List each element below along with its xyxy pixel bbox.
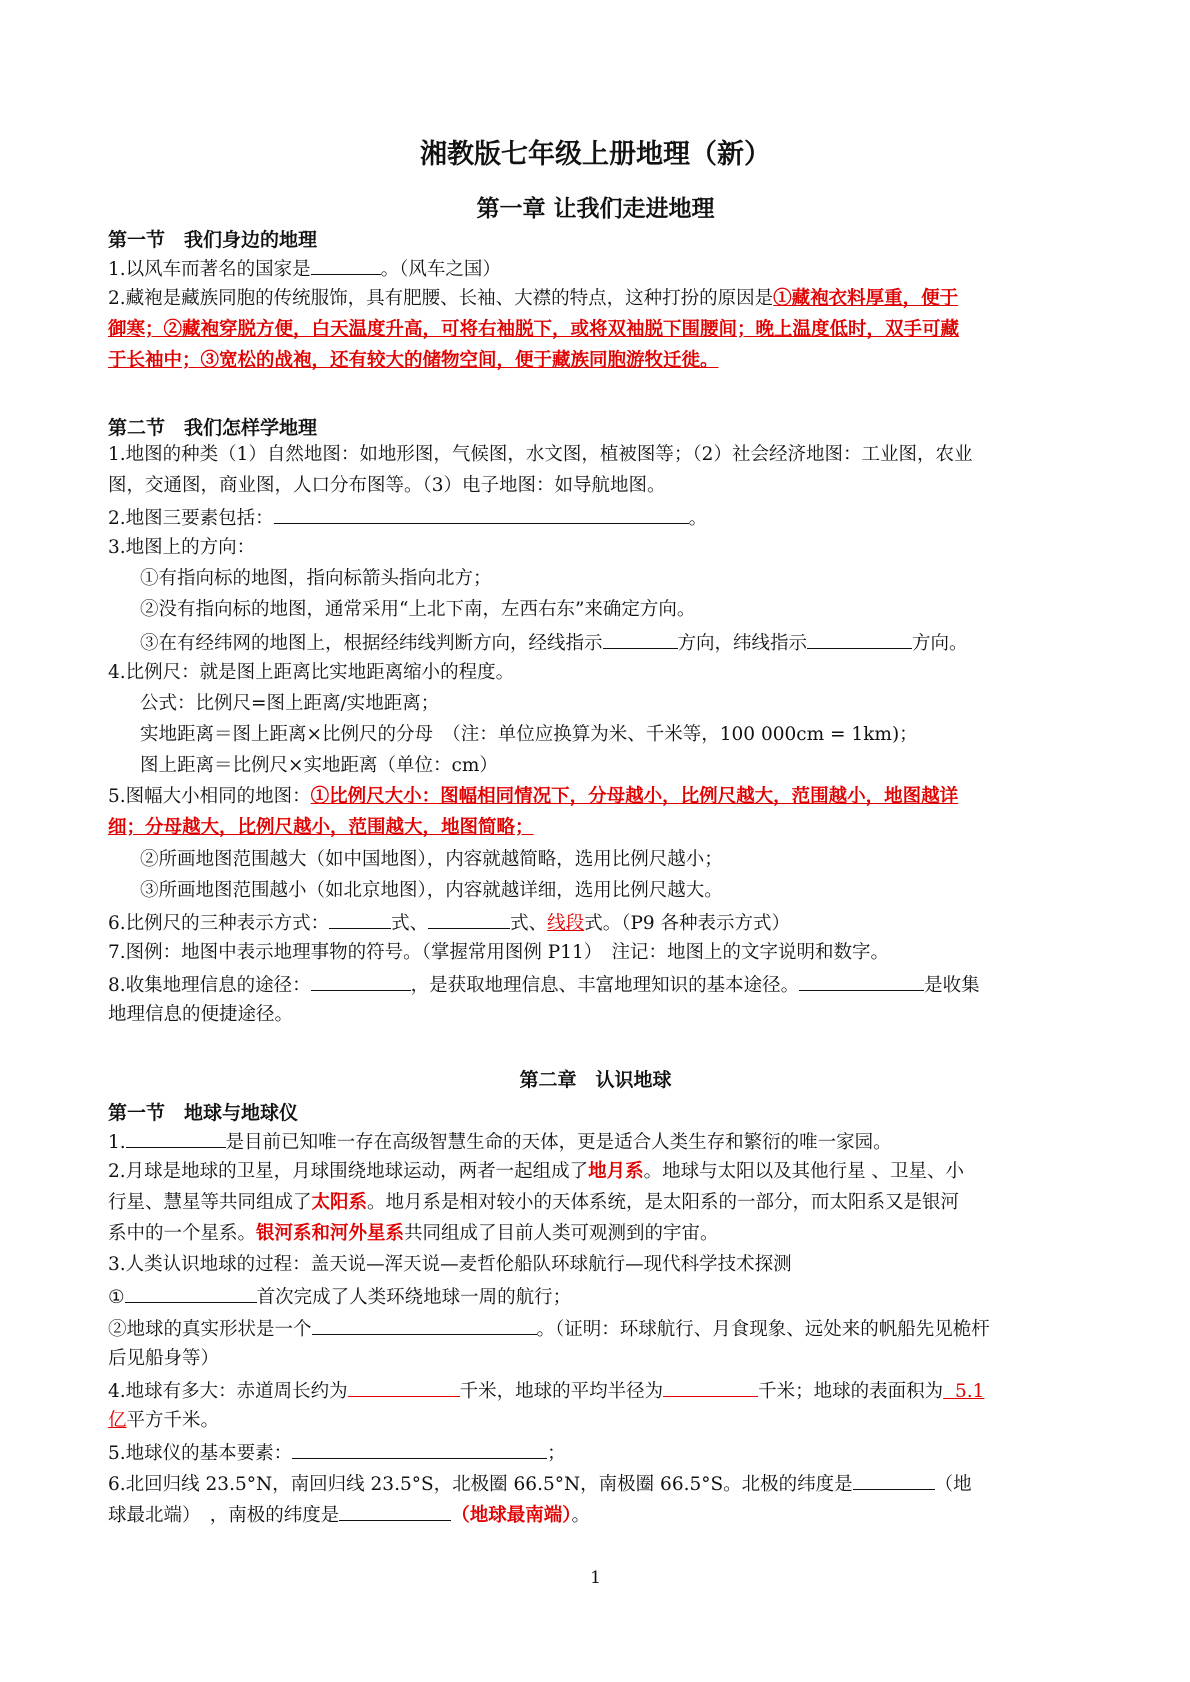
question-line: ①有指向标的地图，指向标箭头指向北方； — [140, 568, 492, 589]
question-line: 球最北端） ，南极的纬度是 （地球最南端）。 — [108, 1502, 1083, 1528]
answer-blank — [329, 910, 391, 929]
answer-blank — [807, 630, 912, 649]
question-line: 2.月球是地球的卫星，月球围绕地球运动，两者一起组成了地月系。地球与太阳以及其他行星 、卫星、小 — [108, 1161, 965, 1182]
answer-blank — [428, 910, 510, 929]
question-line: 8.收集地理信息的途径： ，是获取地理信息、丰富地理知识的基本途径。 是收集 — [108, 972, 1083, 998]
answer-blank — [339, 1502, 451, 1521]
question-line: 3.地图上的方向： — [108, 537, 256, 558]
question-line: 2.地图三要素包括： 。 — [108, 505, 1083, 531]
question-line: 地理信息的便捷途径。 — [108, 1004, 294, 1025]
section-heading: 第一节 我们身边的地理 — [108, 229, 318, 251]
question-line: 6.北回归线 23.5°N，南回归线 23.5°S，北极圈 66.5°N，南极圈 66.5°S。北极的纬度是 （地 — [108, 1471, 1083, 1497]
section-heading: 第二节 我们怎样学地理 — [108, 417, 318, 439]
question-line: 亿平方千米。 — [108, 1410, 220, 1431]
question-line: ②地球的真实形状是一个 。（证明：环球航行、月食现象、远处来的帆船先见桅杆 — [108, 1316, 1083, 1342]
answer-blank — [853, 1471, 935, 1490]
question-line: 4.地球有多大：赤道周长约为 千米，地球的平均半径为 千米；地球的表面积为 5.1 — [108, 1378, 1083, 1404]
question-line: 行星、慧星等共同组成了太阳系。地月系是相对较小的天体系统，是太阳系的一部分，而太阳系又是银河 — [108, 1192, 960, 1213]
answer-blank — [348, 1378, 460, 1397]
question-line: ③所画地图范围越小（如北京地图），内容就越详细，选用比例尺越大。 — [140, 880, 723, 901]
answer-text: （地球最南端） — [451, 1505, 572, 1526]
question-line: 公式：比例尺=图上距离/实地距离； — [140, 693, 440, 714]
answer-text: 银河系和河外星系 — [256, 1223, 405, 1244]
page-number: 1 — [590, 1568, 601, 1588]
answer-blank — [311, 256, 381, 275]
question-line: 实地距离＝图上距离×比例尺的分母 （注：单位应换算为米、千米等，100 000cm = 1km)； — [140, 724, 918, 745]
question-line: 4.比例尺：就是图上距离比实地距离缩小的程度。 — [108, 662, 515, 683]
answer-text: 亿 — [108, 1410, 127, 1431]
question-line: 6.比例尺的三种表示方式： 式、 式、线段式。（P9 各种表示方式） — [108, 910, 1083, 936]
answer-text: 5.1 — [954, 1381, 985, 1402]
question-line: ②所画地图范围越大（如中国地图），内容就越简略，选用比例尺越小； — [140, 849, 723, 870]
question-line: ③在有经纬网的地图上，根据经纬线判断方向，经线指示 方向，纬线指示 方向。 — [140, 630, 1115, 656]
question-line: 图上距离＝比例尺×实地距离（单位：cm） — [140, 755, 498, 776]
answer-blank — [603, 630, 678, 649]
question-line: 2.藏袍是藏族同胞的传统服饰，具有肥腰、长袖、大襟的特点，这种打扮的原因是①藏袍衣料厚重，便于 — [108, 288, 959, 309]
question-line: 1.以风车而著名的国家是 。（风车之国） — [108, 256, 1083, 282]
answer-blank — [799, 972, 924, 991]
answer-text: 于长袖中；③宽松的战袍，还有较大的储物空间，便于藏族同胞游牧迁徙。 — [108, 350, 719, 371]
answer-text: 御寒；②藏袍穿脱方便，白天温度升高，可将右袖脱下，或将双袖脱下围腰间；晚上温度低时，双手可藏 — [108, 319, 960, 340]
question-line: 3.人类认识地球的过程：盖天说—浑天说—麦哲伦船队环球航行—现代科学技术探测 — [108, 1254, 792, 1275]
question-line: ②没有指向标的地图，通常采用“上北下南，左西右东”来确定方向。 — [140, 599, 696, 620]
question-line: ① 首次完成了人类环绕地球一周的航行； — [108, 1284, 1083, 1310]
question-line: 系中的一个星系。银河系和河外星系共同组成了目前人类可观测到的宇宙。 — [108, 1223, 719, 1244]
question-line: 1. 是目前已知唯一存在高级智慧生命的天体，更是适合人类生存和繁衍的唯一家园。 — [108, 1129, 1083, 1155]
answer-blank — [274, 505, 689, 524]
answer-blank — [311, 972, 411, 991]
answer-blank — [292, 1440, 547, 1459]
question-line: 7.图例：地图中表示地理事物的符号。（掌握常用图例 P11） 注记：地图上的文字说明和数字。 — [108, 942, 890, 963]
answer-text: ①藏袍衣料厚重，便于 — [773, 288, 959, 309]
answer-text: 细；分母越大，比例尺越小，范围越大，地图简略； — [108, 817, 534, 838]
answer-text: 地月系 — [588, 1161, 644, 1182]
answer-text: ①比例尺大小：图幅相同情况下，分母越小，比例尺越大，范围越小，地图越详 — [310, 786, 959, 807]
question-line: 图，交通图，商业图，人口分布图等。（3）电子地图：如导航地图。 — [108, 475, 666, 496]
chapter-1-title: 第一章 让我们走进地理 — [476, 195, 715, 222]
question-line: 5.图幅大小相同的地图：①比例尺大小：图幅相同情况下，分母越小，比例尺越大，范围越小，地图越详 — [108, 786, 959, 807]
chapter-2-title: 第二章 认识地球 — [519, 1069, 672, 1091]
answer-blank — [663, 1378, 758, 1397]
question-line: 后见船身等） — [108, 1348, 220, 1369]
answer-blank — [125, 1284, 257, 1303]
question-line: 1.地图的种类（1）自然地图：如地形图，气候图，水文图，植被图等；（2）社会经济地图：工业图，农业 — [108, 444, 973, 465]
question-line: 5.地球仪的基本要素： ； — [108, 1440, 1083, 1466]
section-heading: 第一节 地球与地球仪 — [108, 1102, 299, 1124]
answer-text: 线段 — [547, 913, 585, 934]
answer-blank — [126, 1129, 226, 1148]
document-title: 湘教版七年级上册地理（新） — [420, 139, 771, 170]
answer-blank — [312, 1316, 537, 1335]
answer-text: 太阳系 — [311, 1192, 368, 1213]
